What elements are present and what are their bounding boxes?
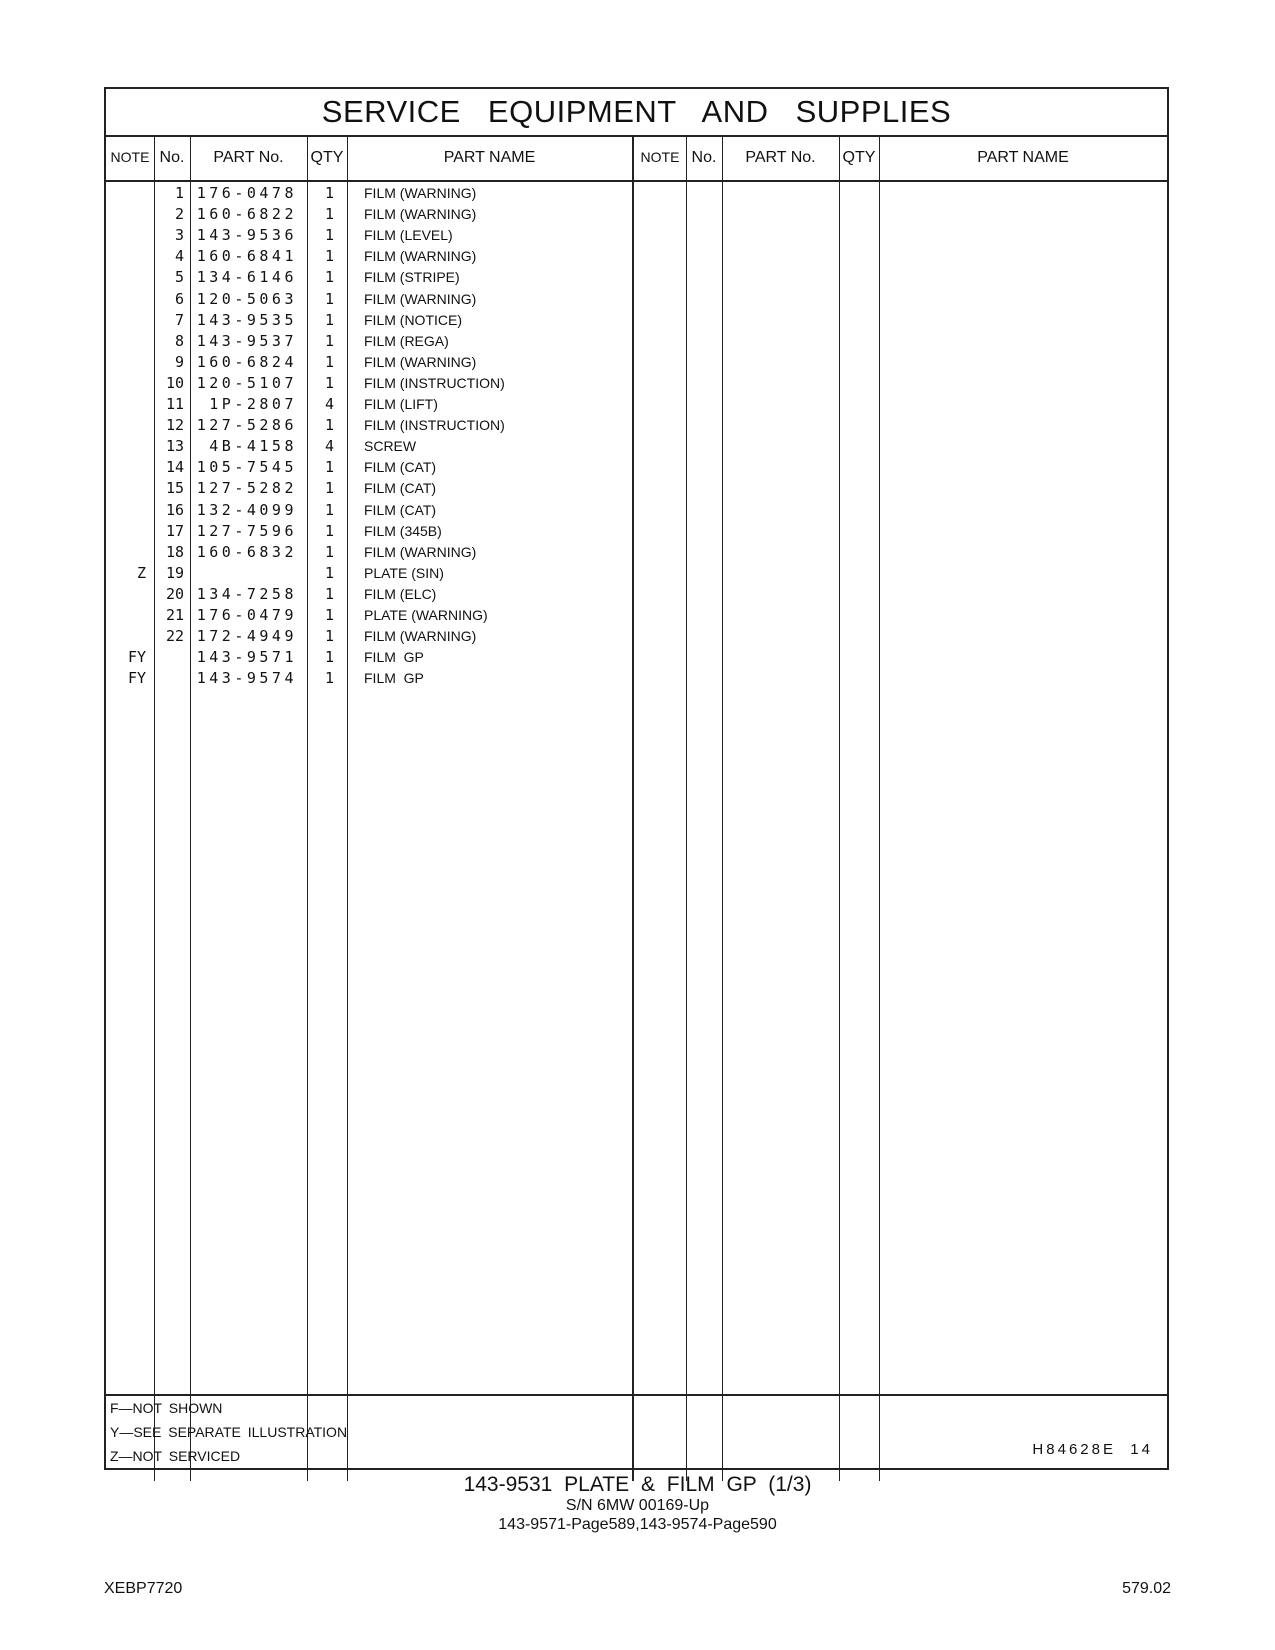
row-part-name: FILM (STRIPE): [364, 269, 460, 286]
row-part-number: 160-6832: [196, 542, 297, 561]
row-note: Z: [136, 563, 146, 582]
table-row: [106, 477, 1167, 499]
row-part-name: FILM (CAT): [364, 480, 437, 497]
table-row: [106, 541, 1167, 563]
row-item-number: 14: [165, 458, 184, 477]
row-quantity: 1: [324, 331, 334, 350]
row-part-number: 143-9536: [196, 226, 297, 245]
row-part-number: 160-6841: [196, 247, 297, 266]
row-part-name: FILM (LEVEL): [364, 227, 453, 244]
row-part-number: 143-9571: [196, 648, 297, 667]
table-row: [106, 182, 1167, 204]
row-quantity: 1: [324, 669, 334, 688]
row-part-number: 120-5063: [196, 289, 297, 308]
document-id: XEBP7720: [104, 1580, 183, 1597]
row-part-name: FILM (WARNING): [364, 628, 477, 645]
row-quantity: 1: [324, 268, 334, 287]
table-row: [106, 583, 1167, 605]
row-note: FY: [127, 648, 146, 667]
page-number: 579.02: [1122, 1580, 1171, 1597]
table-row: [106, 625, 1167, 647]
table-footer: [106, 1394, 1167, 1470]
table-row: [106, 393, 1167, 415]
row-part-number: 143-9574: [196, 669, 297, 688]
row-part-name: FILM (ELC): [364, 585, 437, 602]
row-part-name: FILM (345B): [364, 522, 442, 539]
serial-range: S/N 6MW 00169-Up: [565, 1497, 710, 1514]
table-row: [106, 372, 1167, 394]
header-part-no-right: PART No.: [745, 149, 816, 166]
row-part-name: FILM (WARNING): [364, 353, 477, 370]
row-note: FY: [127, 669, 146, 688]
row-item-number: 21: [165, 606, 184, 624]
row-part-name: FILM (WARNING): [364, 248, 477, 265]
header-qty-left: QTY: [310, 149, 344, 166]
row-quantity: 1: [324, 289, 334, 308]
row-item-number: 10: [165, 373, 184, 392]
table-row: [106, 604, 1167, 626]
row-part-number: 120-5107: [196, 373, 297, 392]
parts-table-frame: [104, 87, 1169, 1470]
row-part-name: FILM (WARNING): [364, 206, 477, 223]
row-quantity: 1: [324, 310, 334, 329]
row-part-name: FILM (NOTICE): [364, 311, 462, 328]
row-item-number: 7: [174, 310, 184, 329]
row-part-number: 160-6822: [196, 205, 297, 224]
row-quantity: 1: [324, 247, 334, 266]
table-row: [106, 351, 1167, 373]
row-quantity: 1: [324, 352, 334, 371]
row-part-name: FILM (INSTRUCTION): [364, 374, 505, 391]
row-quantity: 1: [324, 627, 334, 646]
row-part-number: 176-0478: [196, 184, 297, 202]
row-part-number: 4B-4158: [209, 437, 297, 456]
row-part-number: 143-9535: [196, 310, 297, 329]
row-item-number: 2: [174, 205, 184, 224]
row-part-name: PLATE (SIN): [364, 564, 444, 581]
row-quantity: 4: [324, 437, 334, 456]
section-title: SERVICE EQUIPMENT AND SUPPLIES: [106, 89, 1167, 137]
row-part-name: FILM (CAT): [364, 501, 437, 518]
row-part-name: FILM GP: [364, 649, 424, 666]
row-part-number: 160-6824: [196, 352, 297, 371]
group-title: 143-9531 PLATE & FILM GP (1/3): [463, 1473, 812, 1496]
row-quantity: 1: [324, 458, 334, 477]
row-part-name: FILM (LIFT): [364, 396, 438, 412]
table-row: [106, 224, 1167, 246]
row-quantity: 1: [324, 226, 334, 245]
row-item-number: 18: [165, 542, 184, 561]
row-quantity: 1: [324, 500, 334, 519]
row-part-number: 143-9537: [196, 331, 297, 350]
row-part-number: 127-5286: [196, 416, 297, 435]
row-item-number: 19: [165, 563, 184, 582]
row-item-number: 12: [165, 416, 184, 435]
row-part-name: SCREW: [364, 438, 417, 455]
row-part-name: PLATE (WARNING): [364, 607, 488, 623]
row-quantity: 1: [324, 184, 334, 202]
table-row: [106, 266, 1167, 288]
row-part-number: 132-4099: [196, 500, 297, 519]
row-item-number: 16: [165, 500, 184, 519]
row-part-number: 1P-2807: [209, 395, 297, 413]
row-quantity: 1: [324, 584, 334, 603]
row-part-number: 176-0479: [196, 606, 297, 624]
row-quantity: 1: [324, 606, 334, 624]
legend-f: F—NOT SHOWN: [110, 1400, 223, 1416]
row-part-number: 127-5282: [196, 479, 297, 498]
row-part-number: 105-7545: [196, 458, 297, 477]
row-part-number: 127-7596: [196, 521, 297, 540]
row-quantity: 1: [324, 521, 334, 540]
row-item-number: 13: [165, 437, 184, 456]
table-row: [106, 330, 1167, 352]
table-row: [106, 667, 1167, 689]
row-quantity: 1: [324, 542, 334, 561]
table-row: [106, 203, 1167, 225]
row-quantity: 1: [324, 416, 334, 435]
legend-z: Z—NOT SERVICED: [110, 1448, 241, 1464]
header-no-left: No.: [159, 149, 185, 166]
row-part-number: 172-4949: [196, 627, 297, 646]
row-item-number: 20: [165, 584, 184, 603]
header-part-no-left: PART No.: [213, 149, 284, 166]
row-quantity: 1: [324, 648, 334, 667]
header-part-name-left: PART NAME: [443, 149, 536, 166]
row-item-number: 11: [165, 395, 184, 413]
row-part-name: FILM GP: [364, 670, 424, 687]
row-item-number: 15: [165, 479, 184, 498]
header-note-right: NOTE: [640, 149, 680, 165]
table-row: [106, 245, 1167, 267]
row-part-number: 134-6146: [196, 268, 297, 287]
row-item-number: 9: [174, 352, 184, 371]
row-part-name: FILM (CAT): [364, 459, 437, 476]
header-part-name-right: PART NAME: [977, 149, 1069, 166]
row-item-number: 8: [174, 331, 184, 350]
row-part-name: FILM (WARNING): [364, 290, 477, 307]
row-quantity: 4: [324, 395, 334, 413]
row-item-number: 1: [174, 184, 184, 202]
table-row: [106, 435, 1167, 457]
row-item-number: 3: [174, 226, 184, 245]
table-row: [106, 288, 1167, 310]
row-part-number: 134-7258: [196, 584, 297, 603]
row-quantity: 1: [324, 479, 334, 498]
parts-list: [106, 182, 1167, 1480]
row-item-number: 4: [174, 247, 184, 266]
table-row: [106, 456, 1167, 478]
column-header-row: [106, 135, 1167, 182]
table-row: [106, 646, 1167, 668]
illustration-id: H84628E 14: [1032, 1441, 1153, 1458]
table-row: [106, 309, 1167, 331]
row-part-name: FILM (WARNING): [364, 185, 477, 201]
header-note-left: NOTE: [110, 149, 150, 165]
row-quantity: 1: [324, 373, 334, 392]
row-item-number: 6: [174, 289, 184, 308]
header-qty-right: QTY: [842, 149, 876, 166]
table-row: [106, 499, 1167, 521]
row-quantity: 1: [324, 205, 334, 224]
row-item-number: 22: [165, 627, 184, 646]
row-part-name: FILM (WARNING): [364, 543, 477, 560]
legend-y: Y—SEE SEPARATE ILLUSTRATION: [110, 1424, 348, 1440]
row-item-number: 5: [174, 268, 184, 287]
table-row: [106, 562, 1167, 584]
row-part-name: FILM (REGA): [364, 332, 449, 349]
table-row: [106, 520, 1167, 542]
row-part-name: FILM (INSTRUCTION): [364, 417, 505, 434]
row-item-number: 17: [165, 521, 184, 540]
header-no-right: No.: [691, 149, 717, 166]
row-quantity: 1: [324, 563, 334, 582]
page-references: 143-9571-Page589,143-9574-Page590: [498, 1516, 777, 1533]
table-row: [106, 414, 1167, 436]
